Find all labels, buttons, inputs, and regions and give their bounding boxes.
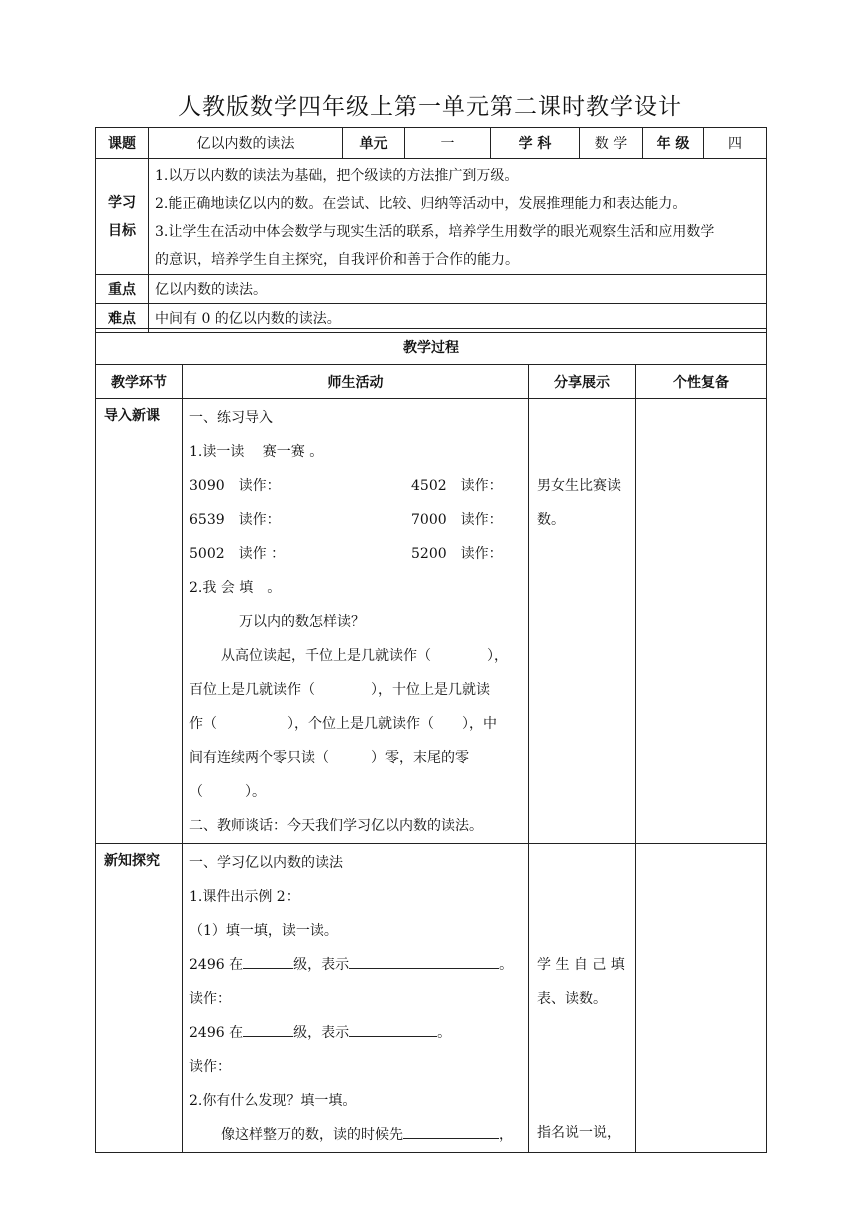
explore-line: 读作： bbox=[189, 1059, 231, 1075]
explore-line: 一、学习亿以内数的读法 bbox=[189, 855, 343, 871]
explore-line: 读作： bbox=[189, 991, 231, 1007]
lesson-info-table bbox=[95, 127, 767, 333]
col-stage: 教学环节 bbox=[96, 365, 183, 399]
intro-line: 2.我 会 填 。 bbox=[189, 580, 282, 596]
intro-line: 万以内的数怎样读？ bbox=[239, 614, 365, 630]
col-personal: 个性复备 bbox=[636, 365, 767, 399]
intro-line: 二、教师谈话：今天我们学习亿以内数的读法。 bbox=[189, 818, 483, 834]
explore-line: （1）填一填，读一读。 bbox=[189, 923, 338, 939]
intro-line: （ ）。 bbox=[189, 784, 266, 800]
intro-share: 男女生比赛读 数。 bbox=[529, 399, 636, 844]
explore-line: 2.你有什么发现？填一填。 bbox=[189, 1093, 357, 1109]
grade-value: 四 bbox=[704, 128, 767, 159]
explore-share: 学 生 自 己 填 表、读数。 指名说一说， bbox=[529, 844, 636, 1153]
read-row: 5002 读作 ： 5200 读作： bbox=[189, 546, 503, 562]
subject-label: 学 科 bbox=[491, 128, 580, 159]
goal-item: 1.以万以内数的读法为基础，把个级读的方法推广到万级。 bbox=[155, 168, 519, 184]
subject-value: 数 学 bbox=[580, 128, 643, 159]
fill-line: 像这样整万的数，读的时候先 ， bbox=[189, 1118, 528, 1152]
teaching-process-table bbox=[95, 328, 767, 1153]
stage-intro: 导入新课 bbox=[96, 399, 183, 844]
fill-line: 2496 在 级，表示 。 bbox=[189, 948, 528, 982]
key-value: 亿以内数的读法。 bbox=[149, 275, 767, 304]
intro-personal bbox=[636, 399, 767, 844]
intro-line: 百位上是几就读作（ ），十位上是几就读 bbox=[189, 682, 490, 698]
col-activity: 师生活动 bbox=[183, 365, 529, 399]
goals-label: 学习 目标 bbox=[96, 159, 149, 275]
unit-label: 单元 bbox=[343, 128, 405, 159]
intro-activity bbox=[183, 399, 529, 844]
key-label: 重点 bbox=[96, 275, 149, 304]
unit-value: 一 bbox=[405, 128, 491, 159]
intro-line: 作（ ），个位上是几就读作（ ），中 bbox=[189, 716, 497, 732]
intro-line: 1.读一读 赛一赛 。 bbox=[189, 444, 324, 460]
difficulty-label: 难点 bbox=[96, 304, 149, 333]
explore-activity bbox=[183, 844, 529, 1153]
stage-explore: 新知探究 bbox=[96, 844, 183, 1153]
process-header: 教学过程 bbox=[96, 329, 767, 365]
fill-line: 2496 在 级，表示 。 bbox=[189, 1016, 528, 1050]
topic-value: 亿以内数的读法 bbox=[149, 128, 343, 159]
explore-line: 1.课件出示例 2： bbox=[189, 889, 300, 905]
read-row: 6539 读作： 7000 读作： bbox=[189, 512, 503, 528]
read-row: 3090 读作： 4502 读作： bbox=[189, 478, 503, 494]
goal-item: 的意识，培养学生自主探究，自我评价和善于合作的能力。 bbox=[155, 252, 519, 268]
goal-item: 2.能正确地读亿以内的数。在尝试、比较、归纳等活动中，发展推理能力和表达能力。 bbox=[155, 196, 687, 212]
grade-label: 年 级 bbox=[643, 128, 704, 159]
col-share: 分享展示 bbox=[529, 365, 636, 399]
goal-item: 3.让学生在活动中体会数学与现实生活的联系，培养学生用数学的眼光观察生活和应用数学 bbox=[155, 224, 715, 240]
explore-personal bbox=[636, 844, 767, 1153]
topic-label: 课题 bbox=[96, 128, 149, 159]
goals-content bbox=[149, 159, 767, 275]
difficulty-value: 中间有 0 的亿以内数的读法。 bbox=[149, 304, 767, 333]
document-title: 人教版数学四年级上第一单元第二课时教学设计 bbox=[178, 94, 682, 120]
intro-line: 一、练习导入 bbox=[189, 410, 273, 426]
intro-line: 从高位读起，千位上是几就读作（ ）， bbox=[221, 648, 508, 664]
intro-line: 间有连续两个零只读（ ）零，末尾的零 bbox=[189, 750, 469, 766]
